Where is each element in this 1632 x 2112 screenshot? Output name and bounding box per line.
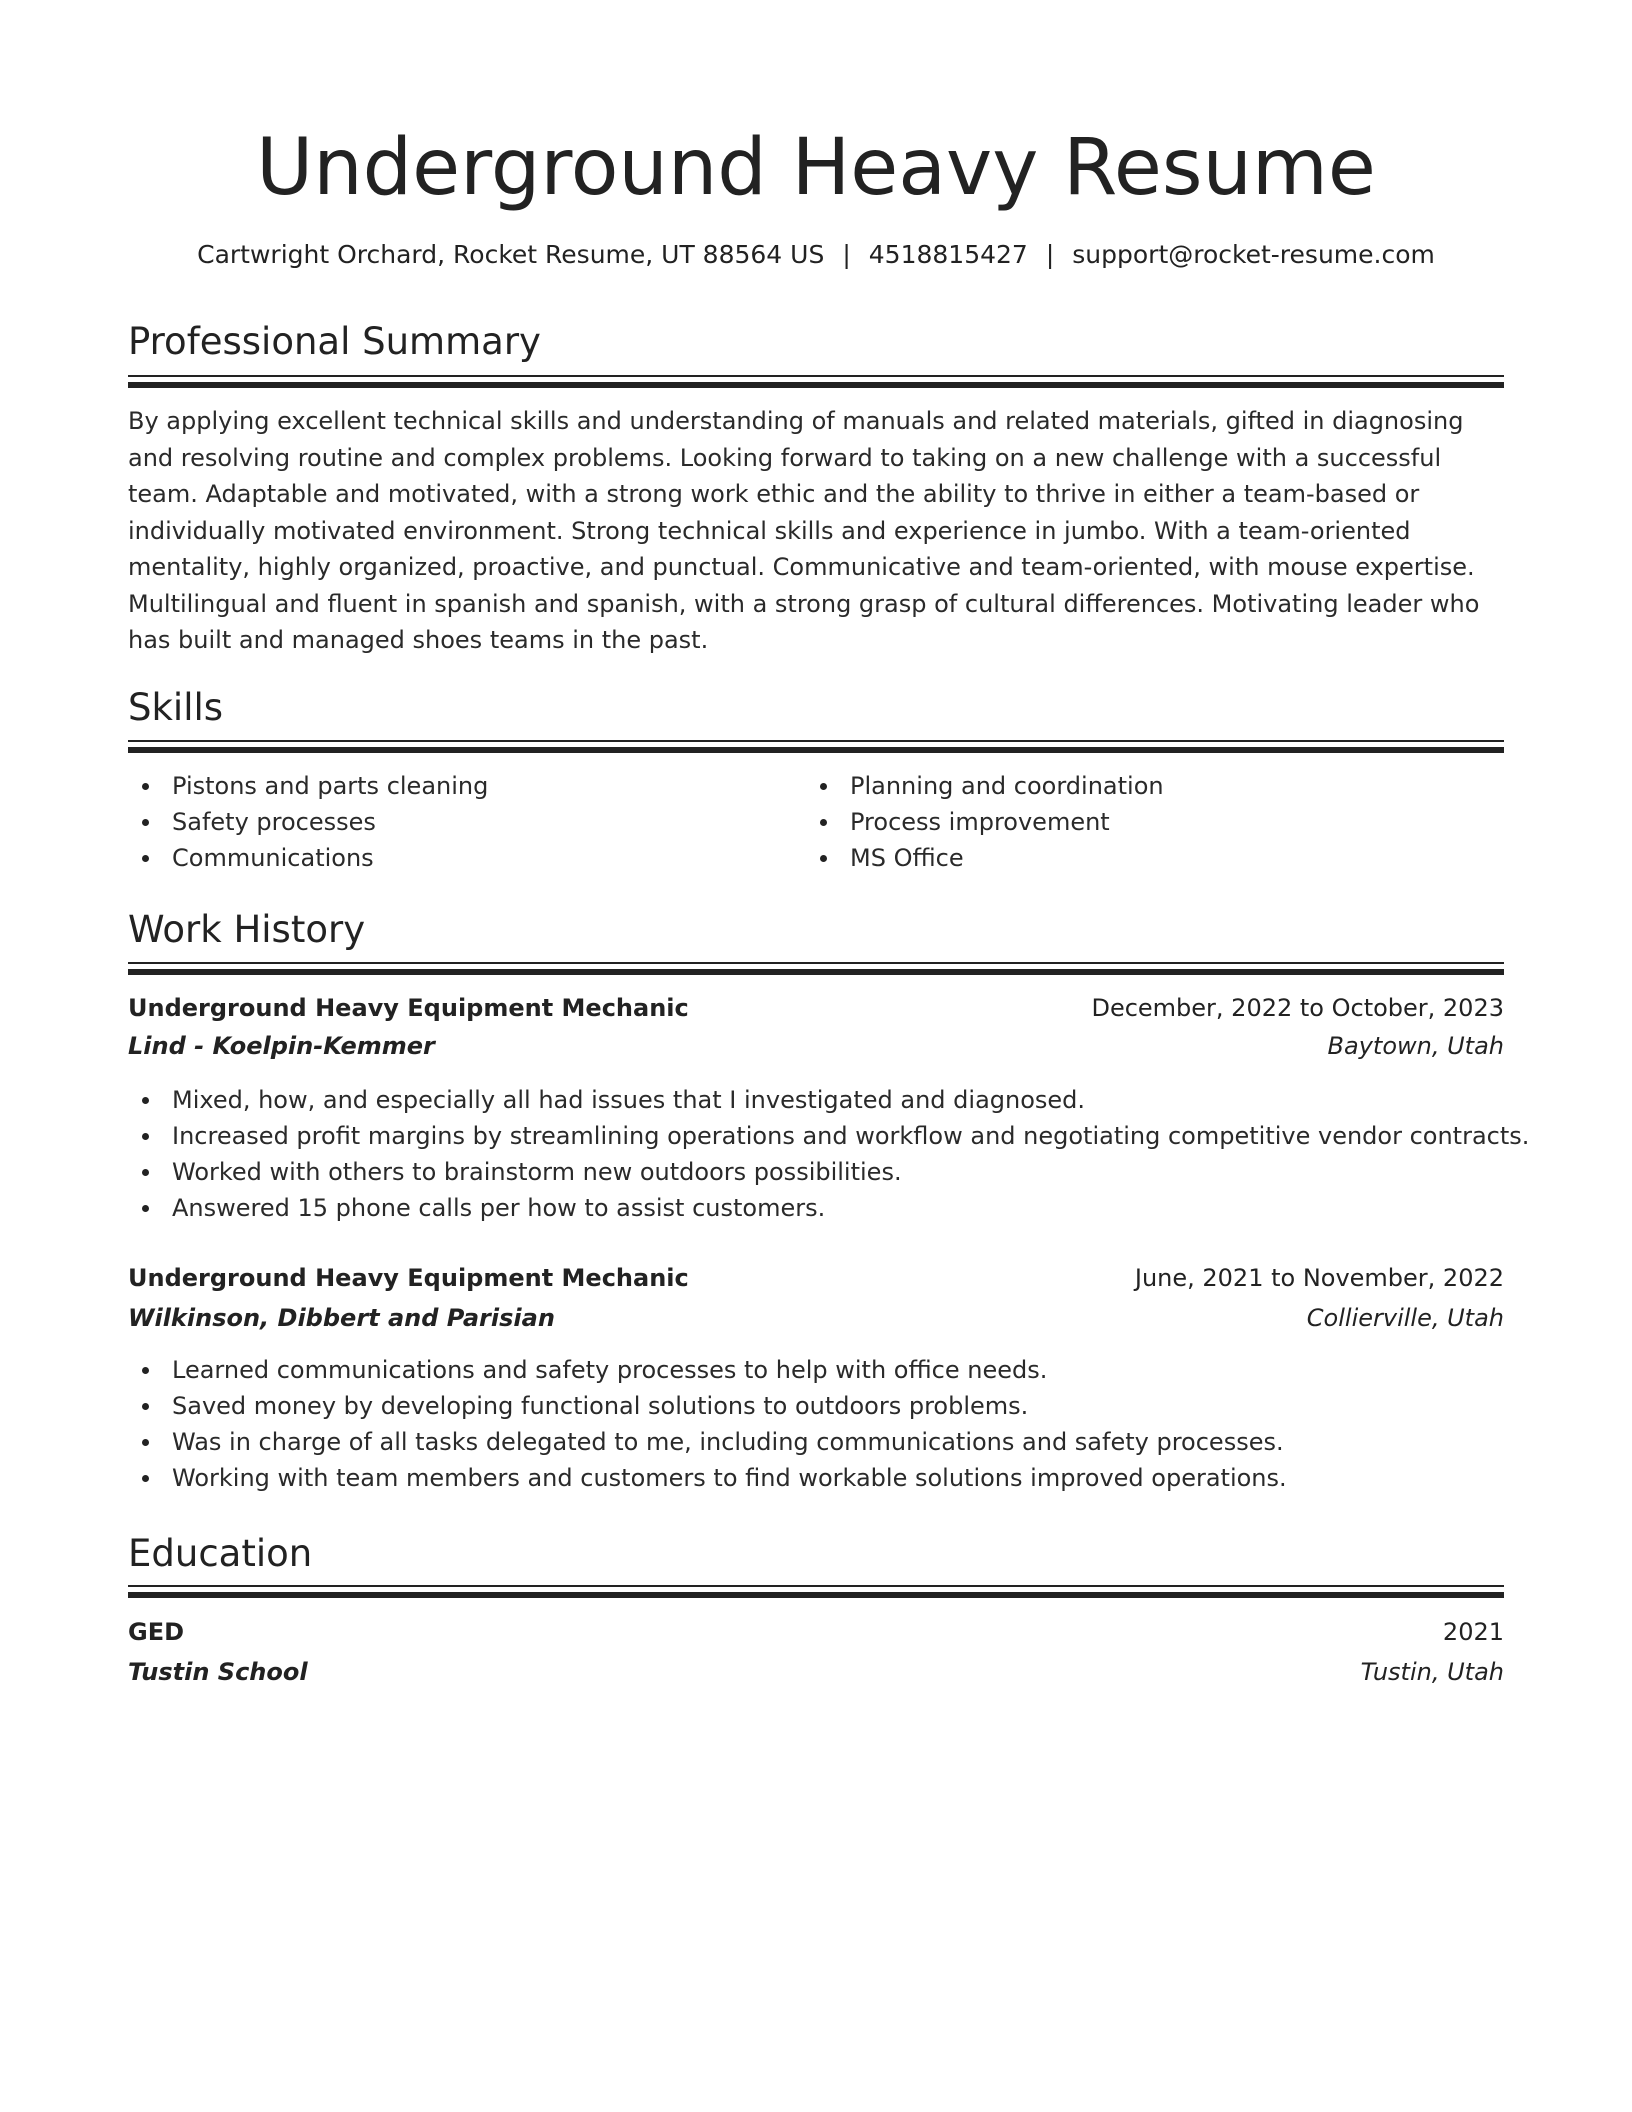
job-title: Underground Heavy Equipment Mechanic xyxy=(128,994,689,1022)
skill-item: MS Office xyxy=(806,840,1504,876)
job-bullet: Saved money by developing functional solutions to outdoors problems. xyxy=(128,1388,1504,1424)
contact-email: support@rocket-resume.com xyxy=(1072,240,1435,269)
job-company: Lind - Koelpin-Kemmer xyxy=(128,1032,435,1060)
education-school: Tustin School xyxy=(128,1658,308,1686)
job-bullet: Increased profit margins by streamlining operations and workflow and negotiating competitive vendor contracts. xyxy=(128,1118,1504,1154)
job-bullet: Mixed, how, and especially all had issues that I investigated and diagnosed. xyxy=(128,1082,1504,1118)
summary-heading: Professional Summary xyxy=(128,320,541,363)
skills-list-right xyxy=(806,768,1504,876)
summary-divider xyxy=(128,375,1504,389)
job-header xyxy=(128,1260,1504,1296)
job-location: Collierville, Utah xyxy=(1306,1304,1504,1332)
skills-divider xyxy=(128,740,1504,754)
job-location: Baytown, Utah xyxy=(1327,1032,1504,1060)
education-subheader xyxy=(128,1654,1504,1690)
skill-item: Safety processes xyxy=(128,804,808,840)
summary-text: By applying excellent technical skills and understanding of manuals and related materials, gifted in diagnosing and resolving routine and complex problems. Looking forward to taking on a new challenge with a successful team. Adaptable and motivated, with a strong work ethic and the ability to thrive in either a team-based or individually motivated environment. Strong technical skills and experience in jumbo. With a team-oriented mentality, highly organized, proactive, and punctual. Communicative and team-oriented, with mouse expertise. Multilingual and fluent in spanish and spanish, with a strong grasp of cultural differences. Motivating leader who has built and managed shoes teams in the past. xyxy=(128,407,1480,654)
skill-item: Planning and coordination xyxy=(806,768,1504,804)
contact-separator: | xyxy=(1045,240,1055,269)
job-company: Wilkinson, Dibbert and Parisian xyxy=(128,1304,555,1332)
skill-item: Pistons and parts cleaning xyxy=(128,768,808,804)
job-title: Underground Heavy Equipment Mechanic xyxy=(128,1264,689,1292)
education-heading: Education xyxy=(128,1532,313,1575)
job-dates: June, 2021 to November, 2022 xyxy=(1134,1264,1504,1292)
skills-heading: Skills xyxy=(128,686,224,729)
job-bullet: Answered 15 phone calls per how to assist customers. xyxy=(128,1190,1504,1226)
skill-item: Communications xyxy=(128,840,808,876)
job-bullet: Learned communications and safety processes to help with office needs. xyxy=(128,1352,1504,1388)
job-bullets xyxy=(128,1082,1530,1226)
work-divider xyxy=(128,962,1504,976)
skills-list-left xyxy=(128,768,808,876)
work-heading: Work History xyxy=(128,908,366,951)
education-degree: GED xyxy=(128,1618,185,1646)
job-subheader xyxy=(128,1028,1504,1064)
education-year: 2021 xyxy=(1442,1618,1504,1646)
education-header xyxy=(128,1614,1504,1650)
contact-address: Cartwright Orchard, Rocket Resume, UT 88564 US xyxy=(197,240,825,269)
contact-line xyxy=(128,238,1504,272)
job-bullet: Was in charge of all tasks delegated to me, including communications and safety processes. xyxy=(128,1424,1504,1460)
job-bullet: Working with team members and customers to find workable solutions improved operations. xyxy=(128,1460,1504,1496)
contact-separator: | xyxy=(842,240,851,269)
resume-name: Underground Heavy Resume xyxy=(256,123,1376,213)
job-header xyxy=(128,990,1504,1026)
skill-item: Process improvement xyxy=(806,804,1504,840)
contact-phone: 4518815427 xyxy=(868,240,1028,269)
job-bullets xyxy=(128,1352,1504,1496)
education-divider xyxy=(128,1585,1504,1599)
education-location: Tustin, Utah xyxy=(1360,1658,1504,1686)
job-subheader xyxy=(128,1300,1504,1336)
job-bullet: Worked with others to brainstorm new outdoors possibilities. xyxy=(128,1154,1504,1190)
job-dates: December, 2022 to October, 2023 xyxy=(1091,994,1504,1022)
